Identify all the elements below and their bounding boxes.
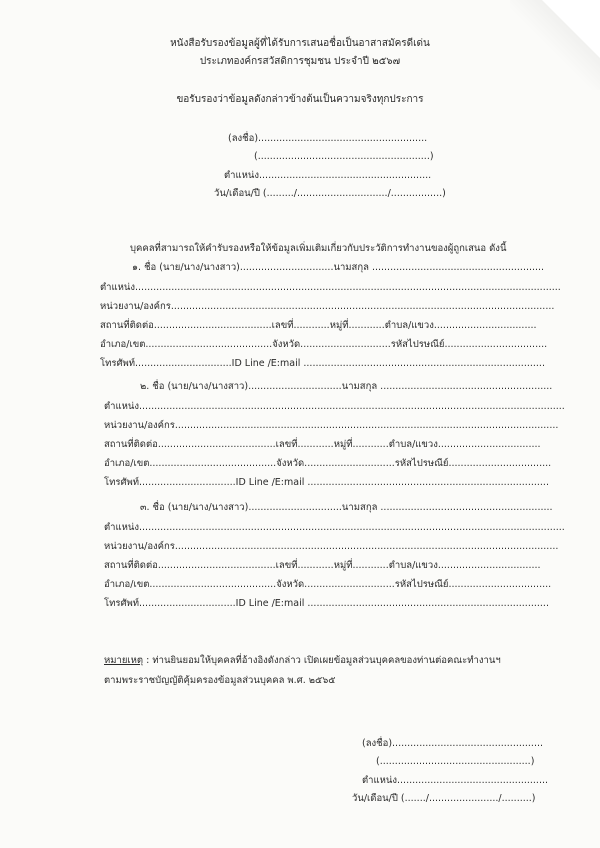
top-sign-line: (ลงชื่อ)........................................................ [228,133,428,144]
bottom-sign-line: (ลงชื่อ).................................................. [362,738,544,749]
ref2-district-line: อำเภอ/เขต..........................................จังหวัด..............................รหัสไปรษณีย์.................................. [104,458,552,469]
ref2-phone-line: โทรศัพท์................................ID Line /E:mail ................................................................................ [104,477,549,488]
bottom-date-line: วัน/เดือน/ปี (......./......................./..........) [352,793,536,804]
ref2-org-line: หน่วยงาน/องค์กร............................................................................................................................... [104,420,559,431]
note-label: หมายเหตุ [104,655,144,666]
top-date-line: วัน/เดือน/ปี (........./............................../.................) [214,188,446,199]
top-name-line: (.........................................................) [254,151,434,162]
bottom-position-line: ตำแหน่ง.................................................. [362,775,549,786]
ref3-district-line: อำเภอ/เขต..........................................จังหวัด..............................รหัสไปรษณีย์.................................. [104,579,552,590]
ref3-address-line: สถานที่ติดต่อ.......................................เลขที่............หมู่ที่............ตำบล/แขวง.................................. [104,560,541,571]
ref1-name-line: ๑. ชื่อ (นาย/นาง/นางสาว)...............................นามสกุล ......................................................... [132,262,545,273]
ref3-position-line: ตำแหน่ง............................................................................................................................................. [104,522,565,533]
ref1-address-line: สถานที่ติดต่อ.......................................เลขที่............หมู่ที่............ตำบล/แขวง.................................. [100,320,537,331]
ref3-phone-line: โทรศัพท์................................ID Line /E:mail ................................................................................ [104,598,549,609]
form-title-line2: ประเภทองค์กรสวัสดิการชุมชน ประจำปี ๒๕๖๗ [199,56,401,67]
ref3-org-line: หน่วยงาน/องค์กร............................................................................................................................... [104,541,559,552]
note-line2: ตามพระราชบัญญัติคุ้มครองข้อมูลส่วนบุคคล พ.ศ. ๒๕๖๕ [104,675,336,686]
references-intro: บุคคลที่สามารถให้คำรับรองหรือให้ข้อมูลเพิ่มเติมเกี่ยวกับประวัติการทำงานของผู้ถูกเสนอ ดังนี้ [130,243,507,254]
ref3-name-line: ๓. ชื่อ (นาย/นาง/นางสาว)...............................นามสกุล ......................................................... [140,502,553,513]
ref2-name-line: ๒. ชื่อ (นาย/นาง/นางสาว)...............................นามสกุล ......................................................... [140,381,553,392]
ref1-phone-line: โทรศัพท์................................ID Line /E:mail ................................................................................ [100,358,545,369]
note-line1 [104,655,501,667]
note-colon: : [146,655,150,666]
form-title-line1: หนังสือรับรองข้อมูลผู้ที่ได้รับการเสนอชื่อเป็นอาสาสมัครดีเด่น [170,38,430,49]
note-text-line1: ท่านยินยอมให้บุคคลที่อ้างอิงดังกล่าว เปิดเผยข้อมูลส่วนบุคคลของท่านต่อคณะทำงานฯ [152,655,501,666]
certify-statement: ขอรับรองว่าข้อมูลดังกล่าวข้างต้นเป็นความจริงทุกประการ [176,94,424,105]
top-position-line: ตำแหน่ง......................................................... [224,170,432,181]
bottom-name-line: (..................................................) [376,756,535,767]
ref1-position-line: ตำแหน่ง............................................................................................................................................. [100,282,561,293]
ref2-address-line: สถานที่ติดต่อ.......................................เลขที่............หมู่ที่............ตำบล/แขวง.................................. [104,439,541,450]
ref2-position-line: ตำแหน่ง............................................................................................................................................. [104,401,565,412]
ref1-org-line: หน่วยงาน/องค์กร............................................................................................................................... [100,301,555,312]
ref1-district-line: อำเภอ/เขต..........................................จังหวัด..............................รหัสไปรษณีย์.................................. [100,339,548,350]
